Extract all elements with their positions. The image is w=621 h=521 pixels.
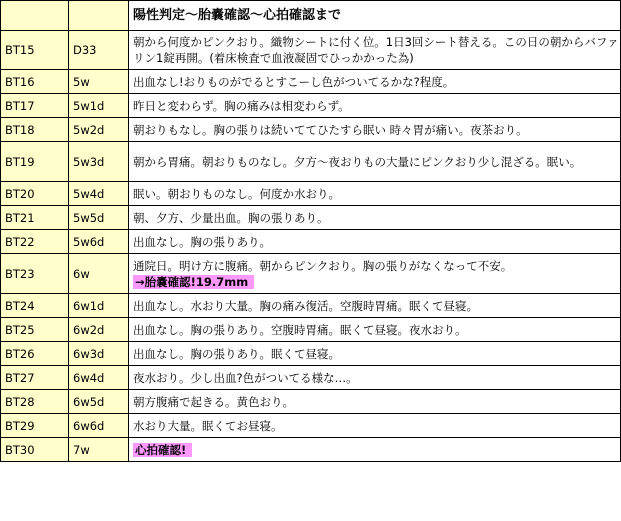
- bt-cell: BT23: [1, 254, 69, 294]
- header-cell-bt: [1, 1, 69, 31]
- highlight-label: →胎嚢確認!19.7mm: [133, 275, 254, 289]
- note-cell: [129, 438, 621, 462]
- note-cell: [129, 414, 621, 438]
- bt-cell: BT24: [1, 294, 69, 318]
- bt-cell: BT19: [1, 142, 69, 182]
- table-row: [1, 414, 621, 438]
- note-cell: [129, 206, 621, 230]
- table-row: [1, 31, 621, 70]
- bt-cell: BT18: [1, 118, 69, 142]
- table-row: [1, 438, 621, 462]
- bt-cell: BT28: [1, 390, 69, 414]
- note-cell: [129, 254, 621, 294]
- note-cell: [129, 118, 621, 142]
- table-row: [1, 294, 621, 318]
- note-text: 出血なし。胸の張りあり。空腹時胃痛。眠くて昼寝。夜水おり。: [133, 322, 467, 337]
- week-day-cell: 7w: [69, 438, 129, 462]
- week-day-cell: 5w2d: [69, 118, 129, 142]
- week-day-cell: 5w: [69, 70, 129, 94]
- week-day-cell: 6w: [69, 254, 129, 294]
- week-day-cell: 6w3d: [69, 342, 129, 366]
- bt-cell: BT30: [1, 438, 69, 462]
- week-day-cell: 5w6d: [69, 230, 129, 254]
- week-day-cell: 5w5d: [69, 206, 129, 230]
- note-cell: [129, 366, 621, 390]
- week-day-cell: 6w4d: [69, 366, 129, 390]
- bt-cell: BT27: [1, 366, 69, 390]
- week-day-cell: 6w2d: [69, 318, 129, 342]
- note-text: 朝おりもなし。胸の張りは続いててひたすら眠い 時々胃が痛い。夜茶おり。: [133, 122, 528, 137]
- week-day-cell: 6w1d: [69, 294, 129, 318]
- note-cell: [129, 342, 621, 366]
- note-text: 朝、夕方、少量出血。胸の張りあり。: [133, 210, 329, 225]
- note-text: 通院日。明け方に腹痛。朝からピンクおり。胸の張りがなくなって不安。: [133, 258, 513, 273]
- header-row: [1, 1, 621, 31]
- header-cell-day: [69, 1, 129, 31]
- table-row: [1, 118, 621, 142]
- note-cell: [129, 318, 621, 342]
- week-day-cell: 6w6d: [69, 414, 129, 438]
- note-text: 出血なし!おりものがでるとすこーし色がついてるかな?程度。: [133, 74, 455, 89]
- note-text: 出血なし。水おり大量。胸の痛み復活。空腹時胃痛。眠くて昼寝。: [133, 298, 478, 313]
- note-cell: [129, 390, 621, 414]
- bt-cell: BT17: [1, 94, 69, 118]
- bt-cell: BT21: [1, 206, 69, 230]
- note-cell: [129, 31, 621, 70]
- table-row: [1, 390, 621, 414]
- bt-cell: BT20: [1, 182, 69, 206]
- note-text: 昨日と変わらず。胸の痛みは相変わらず。: [133, 98, 350, 113]
- week-day-cell: 5w3d: [69, 142, 129, 182]
- week-day-cell: 5w4d: [69, 182, 129, 206]
- bt-cell: BT15: [1, 31, 69, 70]
- note-cell: [129, 70, 621, 94]
- note-text: 朝方腹痛で起きる。黄色おり。: [133, 394, 294, 409]
- table-row: [1, 142, 621, 182]
- note-text: 朝から何度かピンクおり。織物シートに付く位。1日3回シート替える。この日の朝からバファリン1錠再開。(着床検査で血液凝固でひっかかった為): [133, 35, 619, 65]
- highlight-label: 心拍確認!: [133, 443, 192, 457]
- note-cell: [129, 294, 621, 318]
- bt-cell: BT25: [1, 318, 69, 342]
- table-title: 陽性判定〜胎嚢確認〜心拍確認まで: [129, 1, 621, 31]
- note-text: 眠い。朝おりものなし。何度か水おり。: [133, 186, 340, 201]
- note-text: 朝から胃痛。朝おりものなし。夕方〜夜おりもの大量にピンクおり少し混ざる。眠い。: [133, 154, 582, 169]
- table-row: [1, 318, 621, 342]
- week-day-cell: 5w1d: [69, 94, 129, 118]
- table-row: [1, 94, 621, 118]
- table-row: [1, 254, 621, 294]
- table-row: [1, 366, 621, 390]
- note-cell: [129, 94, 621, 118]
- week-day-cell: 6w5d: [69, 390, 129, 414]
- table-row: [1, 70, 621, 94]
- note-text: 水おり大量。眠くてお昼寝。: [133, 418, 283, 433]
- note-text: 夜水おり。少し出血?色がついてる様な…。: [133, 370, 358, 385]
- week-day-cell: D33: [69, 31, 129, 70]
- bt-cell: BT16: [1, 70, 69, 94]
- bt-cell: BT26: [1, 342, 69, 366]
- note-text: 出血なし。胸の張りあり。: [133, 234, 271, 249]
- table-row: [1, 230, 621, 254]
- note-cell: [129, 230, 621, 254]
- table-row: [1, 342, 621, 366]
- note-cell: [129, 142, 621, 182]
- table-row: [1, 182, 621, 206]
- note-text: 出血なし。胸の張りあり。眠くて昼寝。: [133, 346, 340, 361]
- bt-cell: BT29: [1, 414, 69, 438]
- bt-cell: BT22: [1, 230, 69, 254]
- note-cell: [129, 182, 621, 206]
- table-row: [1, 206, 621, 230]
